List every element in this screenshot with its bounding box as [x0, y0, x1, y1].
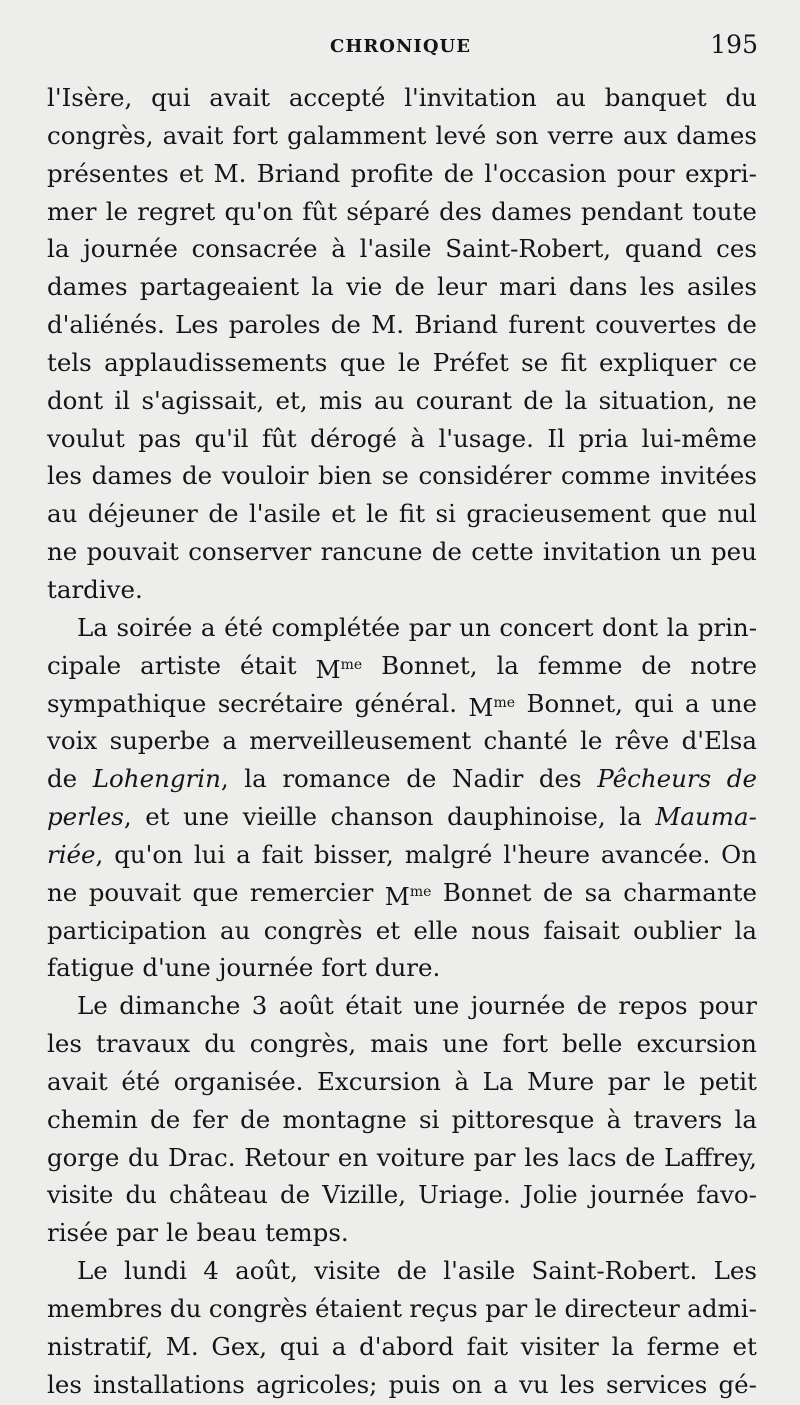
text-line: risée par le beau temps.	[47, 1218, 349, 1248]
text-line: l'Isère, qui avait accepté l'invitation au banquet du	[47, 83, 757, 112]
text-line: présentes et M. Briand profite de l'occasion pour expri-	[47, 158, 757, 188]
text-line: ne pouvait conserver rancune de cette invitation un peu	[47, 537, 757, 567]
page-number: 195	[710, 30, 758, 59]
text-line: d'aliénés. Les paroles de M. Briand furent couvertes de	[47, 310, 757, 340]
text-line: ne pouvait que remercier $M^{me}$ Bonnet de sa charmante	[47, 877, 757, 911]
text-line: Le dimanche 3 août était une journée de repos pour	[77, 991, 757, 1021]
text-line: visite du château de Vizille, Uriage. Jolie journée favo-	[47, 1180, 757, 1210]
text-line: gorge du Drac. Retour en voiture par les lacs de Laffrey,	[47, 1142, 757, 1172]
text-line: de Lohengrin, la romance de Nadir des Pêcheurs de	[47, 764, 757, 794]
text-line: sympathique secrétaire général. $M^{me}$ Bonnet, qui a une	[47, 688, 757, 722]
text-line: les installations agricoles; puis on a vu les services gé-	[47, 1369, 757, 1399]
text-line: tels applaudissements que le Préfet se fit expliquer ce	[47, 347, 757, 377]
text-line: mer le regret qu'on fût séparé des dames pendant toute	[47, 196, 757, 226]
text-line: dames partageaient la vie de leur mari dans les asiles	[47, 272, 757, 302]
text-line: riée, qu'on lui a fait bisser, malgré l'heure avancée. On	[47, 839, 757, 869]
text-line: Le lundi 4 août, visite de l'asile Saint-Robert. Les	[77, 1256, 757, 1286]
text-line: dont il s'agissait, et, mis au courant de la situation, ne	[47, 385, 757, 415]
running-head: CHRONIQUE	[330, 36, 471, 57]
text-line: membres du congrès étaient reçus par le directeur admi-	[47, 1294, 757, 1323]
text-line: avait été organisée. Excursion à La Mure par le petit	[47, 1066, 757, 1096]
text-line: La soirée a été complétée par un concert dont la prin-	[77, 612, 757, 642]
text-line: tardive.	[47, 574, 143, 604]
text-line: fatigue d'une journée fort dure.	[47, 953, 441, 983]
text-line: au déjeuner de l'asile et le fit si gracieusement que nul	[47, 499, 757, 529]
body-text	[47, 79, 757, 1404]
text-line: participation au congrès et elle nous faisait oublier la	[47, 915, 757, 945]
text-line: la journée consacrée à l'asile Saint-Robert, quand ces	[47, 234, 757, 264]
text-line: nistratif, M. Gex, qui a d'abord fait visiter la ferme et	[47, 1331, 757, 1361]
page-header	[0, 30, 800, 66]
text-line: voix superbe a merveilleusement chanté le rêve d'Elsa	[47, 726, 757, 756]
text-line: les dames de vouloir bien se considérer comme invitées	[47, 461, 757, 491]
text-line: voulut pas qu'il fût dérogé à l'usage. Il pria lui-même	[47, 423, 757, 453]
text-line: perles, et une vieille chanson dauphinoise, la Mauma-	[47, 802, 757, 832]
text-line: cipale artiste était $M^{me}$ Bonnet, la femme de notre	[47, 650, 757, 684]
text-line: congrès, avait fort galamment levé son verre aux dames	[47, 120, 757, 150]
text-line: chemin de fer de montagne si pittoresque à travers la	[47, 1104, 757, 1134]
text-line: les travaux du congrès, mais une fort belle excursion	[47, 1029, 757, 1059]
